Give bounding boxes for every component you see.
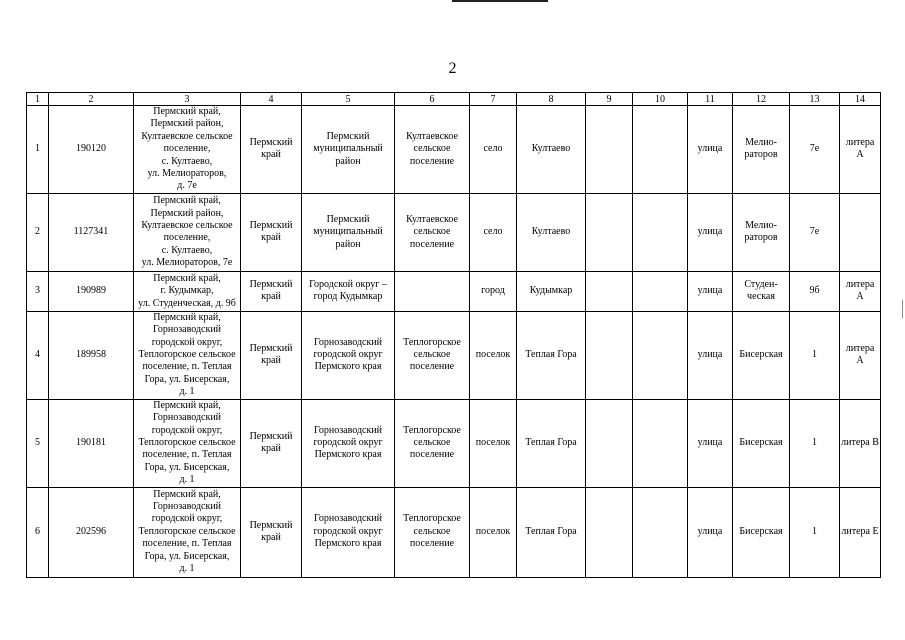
cell-line: Пермский район,: [150, 118, 224, 130]
house-number-cell: 1: [790, 487, 840, 577]
street-name-cell: [733, 271, 790, 311]
cell-line: д. 1: [179, 474, 195, 486]
municipality-cell: [302, 106, 395, 194]
cell-line: д. 1: [179, 563, 195, 575]
cell-line: поселение: [409, 361, 455, 373]
column-header: 11: [688, 93, 733, 106]
cadastral-id-cell: 190989: [49, 271, 134, 311]
building-letter-cell: литера В: [840, 399, 881, 487]
region-cell: [241, 193, 302, 271]
cell-line: Пермского края: [314, 538, 382, 550]
cell-line: поселение,: [163, 143, 211, 155]
street-type-cell: улица: [688, 399, 733, 487]
cadastral-id-cell: 190181: [49, 399, 134, 487]
locality-type-cell: село: [470, 106, 517, 194]
cell-line: край: [261, 355, 281, 367]
column-header: 7: [470, 93, 517, 106]
region-cell: [241, 271, 302, 311]
municipality-cell: [302, 399, 395, 487]
table-row: [27, 271, 881, 311]
cell-line: Гора, ул. Бисерская,: [144, 373, 230, 385]
cell-line: д. 1: [179, 386, 195, 398]
cell-line: ул. Мелиораторов, 7е: [141, 257, 233, 269]
table-row: [27, 311, 881, 399]
cell-line: Мелио-: [745, 219, 777, 231]
cell-line: поселение, п. Теплая: [142, 449, 232, 461]
cell-line: Городской округ –: [309, 278, 387, 290]
cell-line: сельское: [413, 525, 451, 537]
address-cell: [134, 487, 241, 577]
cell-line: сельское: [413, 143, 451, 155]
street-type-cell: улица: [688, 311, 733, 399]
cell-line: Пермский: [249, 342, 293, 354]
cadastral-id-cell: 1127341: [49, 193, 134, 271]
building-letter-cell: литера А: [840, 271, 881, 311]
column-9-cell: [586, 271, 633, 311]
house-number-cell: 7е: [790, 193, 840, 271]
table-row: [27, 106, 881, 194]
building-letter-cell: литера А: [840, 311, 881, 399]
cell-line: Бисерская: [739, 525, 783, 537]
cell-line: Горнозаводский: [313, 513, 383, 525]
street-type-cell: улица: [688, 271, 733, 311]
cell-line: Пермский край,: [153, 272, 221, 284]
cell-line: городской округ,: [151, 336, 223, 348]
cell-line: муниципальный: [313, 226, 383, 238]
cell-line: Пермского края: [314, 361, 382, 373]
cell-line: поселение: [409, 238, 455, 250]
municipality-cell: [302, 271, 395, 311]
settlement-cell: [395, 193, 470, 271]
column-header: 9: [586, 93, 633, 106]
column-9-cell: [586, 106, 633, 194]
column-header: 3: [134, 93, 241, 106]
cell-line: городской округ,: [151, 513, 223, 525]
cell-line: ул. Студенческая, д. 9б: [138, 297, 236, 309]
cell-line: поселение: [409, 155, 455, 167]
cell-line: край: [261, 149, 281, 161]
cell-line: Студен-: [744, 278, 778, 290]
cell-line: муниципальный: [313, 143, 383, 155]
column-header: 10: [633, 93, 688, 106]
settlement-cell: [395, 311, 470, 399]
street-name-cell: [733, 487, 790, 577]
locality-type-cell: поселок: [470, 487, 517, 577]
cell-line: ул. Мелиораторов,: [147, 168, 227, 180]
cell-line: Горнозаводский: [152, 324, 222, 336]
street-type-cell: улица: [688, 193, 733, 271]
cell-line: сельское: [413, 436, 451, 448]
cell-line: городской округ,: [151, 424, 223, 436]
cell-line: поселение,: [163, 232, 211, 244]
cell-line: Теплогорское сельское: [138, 525, 236, 537]
cell-line: Култаевское сельское: [141, 219, 233, 231]
cell-line: Пермский район,: [150, 207, 224, 219]
column-9-cell: [586, 399, 633, 487]
cell-line: Теплогорское: [403, 513, 461, 525]
cell-line: Горнозаводский: [313, 424, 383, 436]
cell-line: поселение: [409, 449, 455, 461]
cell-line: поселение: [409, 538, 455, 550]
locality-name-cell: Кудымкар: [517, 271, 586, 311]
column-number-row: [27, 93, 881, 106]
street-name-cell: [733, 106, 790, 194]
cell-line: Горнозаводский: [152, 412, 222, 424]
street-type-cell: улица: [688, 487, 733, 577]
region-cell: [241, 399, 302, 487]
locality-name-cell: Теплая Гора: [517, 487, 586, 577]
cell-line: поселение, п. Теплая: [142, 538, 232, 550]
column-header: 8: [517, 93, 586, 106]
column-header: 5: [302, 93, 395, 106]
cell-line: Култаевское: [406, 130, 458, 142]
cell-line: сельское: [413, 349, 451, 361]
column-10-cell: [633, 487, 688, 577]
top-rule: [452, 0, 548, 2]
page-number: 2: [448, 60, 457, 77]
locality-name-cell: Теплая Гора: [517, 399, 586, 487]
cell-line: раторов: [744, 232, 778, 244]
cell-line: поселение, п. Теплая: [142, 361, 232, 373]
locality-type-cell: город: [470, 271, 517, 311]
settlement-cell: [395, 271, 470, 311]
cell-line: Пермского края: [314, 449, 382, 461]
cell-line: раторов: [744, 149, 778, 161]
column-header: 14: [840, 93, 881, 106]
table-header: [27, 93, 881, 106]
table-row: [27, 487, 881, 577]
street-name-cell: [733, 193, 790, 271]
row-number-cell: 4: [27, 311, 49, 399]
building-letter-cell: литера Е: [840, 487, 881, 577]
address-cell: [134, 311, 241, 399]
cell-line: Пермский край,: [153, 195, 221, 207]
cell-line: район: [335, 238, 361, 250]
settlement-cell: [395, 399, 470, 487]
row-number-cell: 6: [27, 487, 49, 577]
municipality-cell: [302, 193, 395, 271]
cell-line: Пермский: [326, 213, 370, 225]
cell-line: Теплогорское: [403, 336, 461, 348]
row-number-cell: 1: [27, 106, 49, 194]
cadastral-id-cell: 190120: [49, 106, 134, 194]
cell-line: Горнозаводский: [152, 501, 222, 513]
building-letter-cell: [840, 193, 881, 271]
address-cell: [134, 106, 241, 194]
cell-line: Култаевское сельское: [141, 130, 233, 142]
table-row: [27, 399, 881, 487]
settlement-cell: [395, 487, 470, 577]
column-header: 4: [241, 93, 302, 106]
cell-line: сельское: [413, 226, 451, 238]
registry-table: [26, 92, 881, 578]
locality-type-cell: поселок: [470, 399, 517, 487]
cell-line: край: [261, 443, 281, 455]
column-10-cell: [633, 311, 688, 399]
cell-line: край: [261, 291, 281, 303]
cell-line: Пермский: [249, 519, 293, 531]
cell-line: г. Кудымкар,: [160, 285, 214, 297]
house-number-cell: 9б: [790, 271, 840, 311]
column-10-cell: [633, 399, 688, 487]
settlement-cell: [395, 106, 470, 194]
cell-line: Гора, ул. Бисерская,: [144, 461, 230, 473]
cell-line: Пермский: [249, 278, 293, 290]
cell-line: Пермский: [249, 430, 293, 442]
cell-line: городской округ: [313, 349, 383, 361]
municipality-cell: [302, 487, 395, 577]
address-cell: [134, 399, 241, 487]
cell-line: Теплогорское: [403, 424, 461, 436]
table-body: [27, 106, 881, 578]
building-letter-cell: литера А: [840, 106, 881, 194]
column-header: 1: [27, 93, 49, 106]
cell-line: Пермский край,: [153, 106, 221, 117]
cell-line: ческая: [747, 291, 775, 303]
region-cell: [241, 311, 302, 399]
address-cell: [134, 193, 241, 271]
column-10-cell: [633, 271, 688, 311]
locality-name-cell: Култаево: [517, 106, 586, 194]
column-9-cell: [586, 487, 633, 577]
cell-line: Бисерская: [739, 436, 783, 448]
house-number-cell: 1: [790, 399, 840, 487]
row-number-cell: 2: [27, 193, 49, 271]
cell-line: с. Култаево,: [161, 155, 213, 167]
house-number-cell: 7е: [790, 106, 840, 194]
cell-line: Мелио-: [745, 137, 777, 149]
cell-line: район: [335, 155, 361, 167]
street-name-cell: [733, 311, 790, 399]
cell-line: Пермский край,: [153, 399, 221, 411]
locality-type-cell: село: [470, 193, 517, 271]
column-header: 2: [49, 93, 134, 106]
cell-line: Гора, ул. Бисерская,: [144, 550, 230, 562]
table-row: [27, 193, 881, 271]
column-10-cell: [633, 106, 688, 194]
house-number-cell: 1: [790, 311, 840, 399]
cell-line: Пермский: [249, 137, 293, 149]
municipality-cell: [302, 311, 395, 399]
column-header: 12: [733, 93, 790, 106]
column-10-cell: [633, 193, 688, 271]
cell-line: Теплогорское сельское: [138, 349, 236, 361]
cell-line: с. Култаево,: [161, 244, 213, 256]
street-name-cell: [733, 399, 790, 487]
row-number-cell: 3: [27, 271, 49, 311]
column-header: 6: [395, 93, 470, 106]
cadastral-id-cell: 189958: [49, 311, 134, 399]
cell-line: городской округ: [313, 436, 383, 448]
cell-line: Бисерская: [739, 349, 783, 361]
column-header: 13: [790, 93, 840, 106]
cell-line: край: [261, 532, 281, 544]
column-9-cell: [586, 311, 633, 399]
cell-line: город Кудымкар: [313, 291, 383, 303]
address-cell: [134, 271, 241, 311]
cell-line: Пермский: [326, 130, 370, 142]
cell-line: Пермский: [249, 219, 293, 231]
cell-line: городской округ: [313, 525, 383, 537]
cadastral-id-cell: 202596: [49, 487, 134, 577]
cell-line: Теплогорское сельское: [138, 436, 236, 448]
locality-type-cell: поселок: [470, 311, 517, 399]
region-cell: [241, 106, 302, 194]
column-9-cell: [586, 193, 633, 271]
cell-line: край: [261, 232, 281, 244]
locality-name-cell: Теплая Гора: [517, 311, 586, 399]
region-cell: [241, 487, 302, 577]
cell-line: Култаевское: [406, 213, 458, 225]
street-type-cell: улица: [688, 106, 733, 194]
cell-line: Горнозаводский: [313, 336, 383, 348]
cell-line: д. 7е: [177, 180, 197, 192]
locality-name-cell: Култаево: [517, 193, 586, 271]
cell-line: Пермский край,: [153, 488, 221, 500]
cell-line: Пермский край,: [153, 311, 221, 323]
scan-edge-mark: [902, 300, 903, 318]
row-number-cell: 5: [27, 399, 49, 487]
